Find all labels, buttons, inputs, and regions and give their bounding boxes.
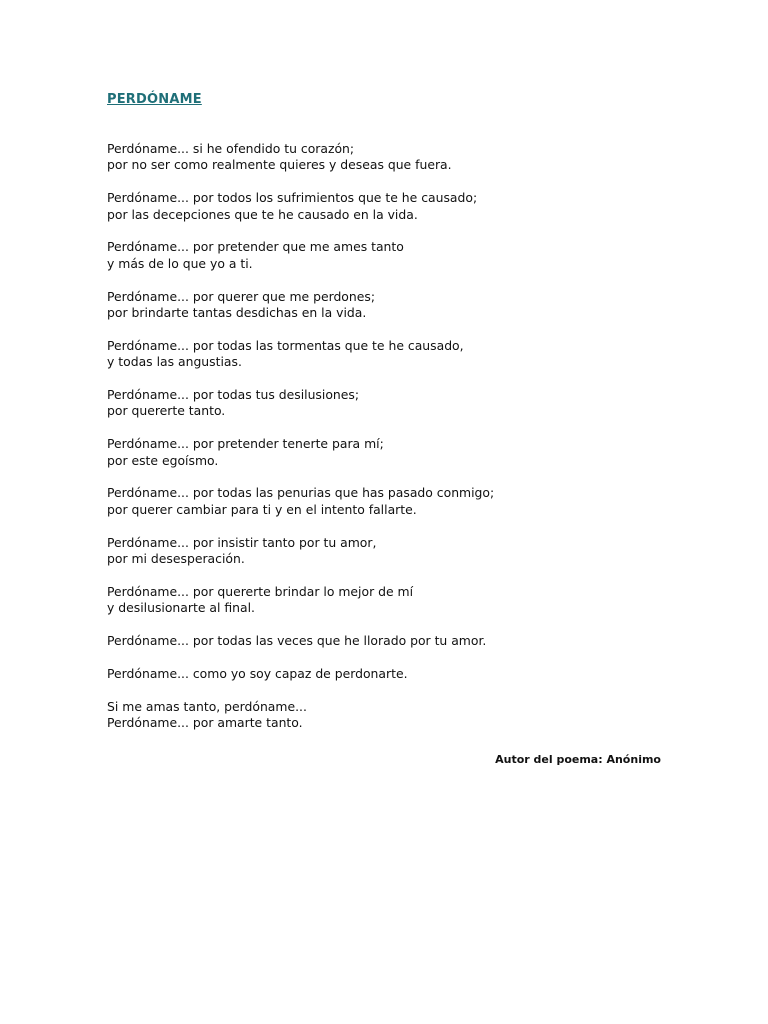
poem-line: Perdóname... por quererte brindar lo mejor de mí bbox=[107, 583, 414, 599]
stanza bbox=[107, 338, 667, 371]
poem-line: por mi desesperación. bbox=[107, 551, 245, 567]
stanza bbox=[107, 141, 667, 174]
poem-line: por no ser como realmente quieres y deseas que fuera. bbox=[107, 157, 452, 173]
poem-line: y más de lo que yo a ti. bbox=[107, 255, 253, 271]
poem-line: Perdóname... por todas las penurias que has pasado conmigo; bbox=[107, 485, 495, 501]
poem-line: por querer cambiar para ti y en el intento fallarte. bbox=[107, 501, 417, 517]
stanza bbox=[107, 633, 667, 649]
poem-line: y todas las angustias. bbox=[107, 354, 242, 370]
poem-line: por este egoísmo. bbox=[107, 452, 219, 468]
stanza bbox=[107, 289, 667, 322]
poem-line: Perdóname... por todas las veces que he llorado por tu amor. bbox=[107, 633, 487, 649]
stanza bbox=[107, 485, 667, 518]
poem-title-link[interactable]: PERDÓNAME bbox=[107, 92, 202, 107]
poem-line: Perdóname... por pretender que me ames tanto bbox=[107, 239, 404, 255]
poem-line: Perdóname... como yo soy capaz de perdonarte. bbox=[107, 665, 408, 681]
poem-body bbox=[107, 141, 667, 748]
poem-line: Perdóname... si he ofendido tu corazón; bbox=[107, 141, 355, 156]
stanza bbox=[107, 387, 667, 420]
poem-line: y desilusionarte al final. bbox=[107, 600, 255, 616]
poem-line: Perdóname... por todas tus desilusiones; bbox=[107, 387, 360, 403]
author-credit: Autor del poema: Anónimo bbox=[495, 753, 661, 766]
poem-line: Perdóname... por todas las tormentas que te he causado, bbox=[107, 337, 464, 353]
stanza bbox=[107, 584, 667, 617]
poem-line: Perdóname... por insistir tanto por tu amor, bbox=[107, 534, 377, 550]
stanza bbox=[107, 436, 667, 469]
poem-line: Perdóname... por todos los sufrimientos que te he causado; bbox=[107, 190, 478, 206]
stanza bbox=[107, 190, 667, 223]
poem-line: Si me amas tanto, perdóname... bbox=[107, 698, 307, 714]
stanza bbox=[107, 666, 667, 682]
stanza bbox=[107, 699, 667, 732]
poem-line: por quererte tanto. bbox=[107, 403, 226, 419]
stanza bbox=[107, 535, 667, 568]
poem-line: por las decepciones que te he causado en la vida. bbox=[107, 206, 418, 222]
poem-line: por brindarte tantas desdichas en la vida. bbox=[107, 305, 367, 321]
poem-line: Perdóname... por pretender tenerte para mí; bbox=[107, 436, 384, 452]
poem-line: Perdóname... por querer que me perdones; bbox=[107, 288, 375, 304]
poem-line: Perdóname... por amarte tanto. bbox=[107, 715, 303, 731]
stanza bbox=[107, 239, 667, 272]
